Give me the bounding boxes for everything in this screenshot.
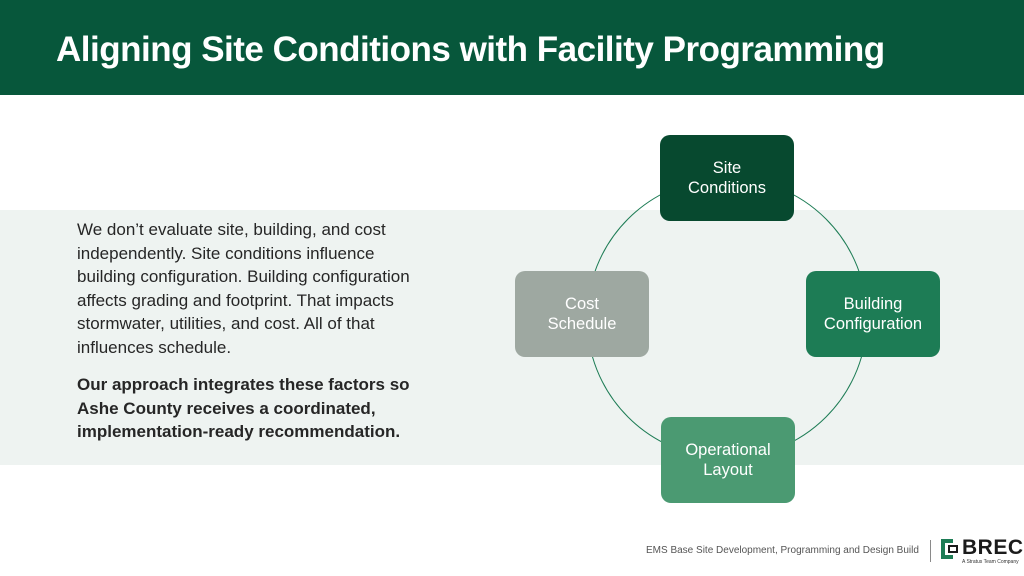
cycle-node-site-conditions [660,135,794,221]
cycle-node-label: Cost Schedule [547,295,617,333]
slide-title: Aligning Site Conditions with Facility Programming [56,30,885,69]
cycle-node-building-configuration [806,271,940,357]
cycle-node-label: Building Configuration [823,295,923,333]
title-bar [0,0,1024,95]
body-text [77,218,427,444]
cycle-node-label: Operational Layout [685,441,771,479]
cycle-node-cost-schedule [515,271,649,357]
logo-tagline: A Stratus Team Company [962,559,1019,565]
logo-wordmark: BREC [962,536,1024,559]
brec-logo-mark-icon [940,538,958,560]
footer-divider [930,540,931,562]
brec-logo [940,534,1024,570]
cycle-node-label: Site Conditions [688,159,766,197]
body-paragraph: We don’t evaluate site, building, and cost independently. Site conditions influence building configuration. Building configuration affects grading and footprint. That impacts stormwater, utilities, and cost. All of that influences schedule. [77,220,410,357]
body-emphasis: Our approach integrates these factors so Ashe County receives a coordinated, implementation-ready recommendation. [77,375,410,441]
cycle-node-operational-layout [661,417,795,503]
footer-text: EMS Base Site Development, Programming and Design Build [646,545,919,556]
